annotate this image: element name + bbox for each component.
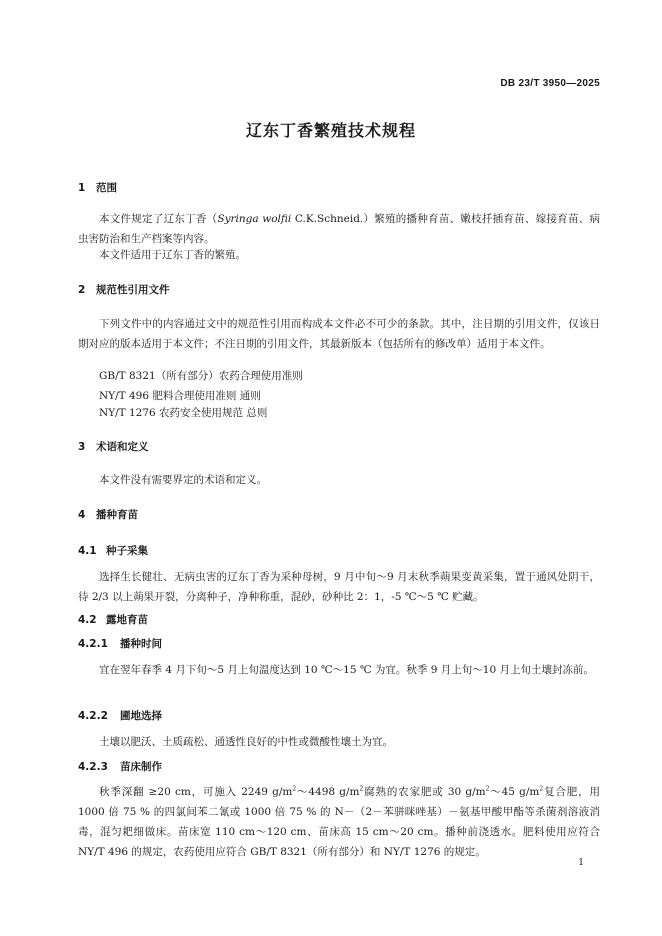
section-1-title: 范围 <box>96 182 117 194</box>
section-4-2-heading <box>78 612 148 627</box>
section-4-2-title: 露地育苗 <box>106 614 148 626</box>
section-4-number: 4 <box>78 509 86 521</box>
superscript: 2 <box>359 785 364 793</box>
sec423-text-d: ～45 g/m <box>489 786 540 798</box>
section-1-heading <box>78 180 117 195</box>
section-4-2-2-heading <box>78 708 162 723</box>
reference-item: NY/T 1276 农药安全使用规范 总则 <box>99 407 268 419</box>
doc-code: DB 23/T 3950—2025 <box>500 78 600 89</box>
section-4-2-2-paragraph-1: 土壤以肥沃、土质疏松、通透性良好的中性或微酸性壤土为宜。 <box>99 736 393 748</box>
section-1-paragraph-1 <box>78 209 600 249</box>
section-4-2-1-heading <box>78 636 162 651</box>
section-4-1-heading <box>78 543 148 558</box>
section-4-2-2-title: 圃地选择 <box>120 710 162 722</box>
section-2-heading <box>78 282 170 297</box>
scientific-name: Syringa wolfii <box>217 213 292 225</box>
section-4-heading <box>78 507 138 522</box>
superscript: 2 <box>292 785 297 793</box>
section-4-2-3-heading <box>78 759 162 774</box>
section-4-1-title: 种子采集 <box>106 545 148 557</box>
reference-item: NY/T 496 肥料合理使用准则 通则 <box>99 390 261 402</box>
section-2-paragraph-1: 下列文件中的内容通过文中的规范性引用而构成本文件必不可少的条款。其中，注日期的引用文件，仅该日期对应的版本适用于本文件；不注日期的引用文件，其最新版本（包括所有的修改单）适用于本文件。 <box>78 318 600 350</box>
section-4-2-1-number: 4.2.1 <box>78 638 108 650</box>
section-4-title: 播种育苗 <box>96 509 138 521</box>
section-4-2-1-paragraph-1: 宜在翌年春季 4 月下旬～5 月上旬温度达到 10 ℃～15 ℃ 为宜。秋季 9 月上旬～10 月上旬土壤封冻前。 <box>99 664 594 676</box>
page-number: 1 <box>578 858 584 868</box>
superscript: 2 <box>485 785 490 793</box>
section-2-title: 规范性引用文件 <box>96 284 170 296</box>
sec423-text-e: 复合肥，用 1000 倍 75 % 的四氯间苯二氰或 1000 倍 75 % 的 N－（2－苯骈咪唑基）－氨基甲酸甲酯等杀菌剂溶液消毒，混匀耙细做床。苗床宽 110 cm～120 cm、苗床高 15 cm～20 cm。播种前浇透水。肥料使用应符合 NY/T 496 的规定，农药使用应符合 GB/T 8321（所有部分）和 NY/T 1276 的规定。 <box>78 786 600 858</box>
section-3-heading <box>78 439 149 454</box>
section-4-2-2-number: 4.2.2 <box>78 710 108 722</box>
sec1-p1-text-b: C.K.Schneid.）繁殖的播种育苗、嫩枝扦插育苗、嫁接育苗、病虫害防治和生产档案等内容。 <box>78 213 600 245</box>
section-4-1-number: 4.1 <box>78 545 97 557</box>
sec423-text-a: 秋季深翻 ≥20 cm，可施入 2249 g/m <box>99 786 293 798</box>
reference-item: GB/T 8321（所有部分）农药合理使用准则 <box>99 370 303 382</box>
sec423-text-b: ～4498 g/m <box>296 786 360 798</box>
sec1-p1-text-a: 本文件规定了辽东丁香（ <box>99 213 218 225</box>
section-4-2-1-title: 播种时间 <box>120 638 162 650</box>
section-4-2-3-paragraph-1 <box>78 782 600 862</box>
section-1-paragraph-2: 本文件适用于辽东丁香的繁殖。 <box>99 249 246 261</box>
section-3-paragraph-1: 本文件没有需要界定的术语和定义。 <box>99 474 267 486</box>
section-4-2-3-title: 苗床制作 <box>120 761 162 773</box>
document-title: 辽东丁香繁殖技术规程 <box>245 121 416 140</box>
sec423-text-c: 腐熟的农家肥或 30 g/m <box>363 786 486 798</box>
section-3-number: 3 <box>78 441 86 453</box>
superscript: 2 <box>539 785 544 793</box>
section-4-1-paragraph-1: 选择生长健壮、无病虫害的辽东丁香为采种母树，9 月中旬～9 月末秋季蒴果变黄采集，置于通风处阴干，待 2/3 以上蒴果开裂，分离种子，净种称重，混砂，砂种比 2：1，-5 ℃～5 ℃ 贮藏。 <box>78 571 600 603</box>
section-4-2-number: 4.2 <box>78 614 97 626</box>
section-2-number: 2 <box>78 284 86 296</box>
section-3-title: 术语和定义 <box>96 441 149 453</box>
section-1-number: 1 <box>78 182 86 194</box>
section-4-2-3-number: 4.2.3 <box>78 761 108 773</box>
